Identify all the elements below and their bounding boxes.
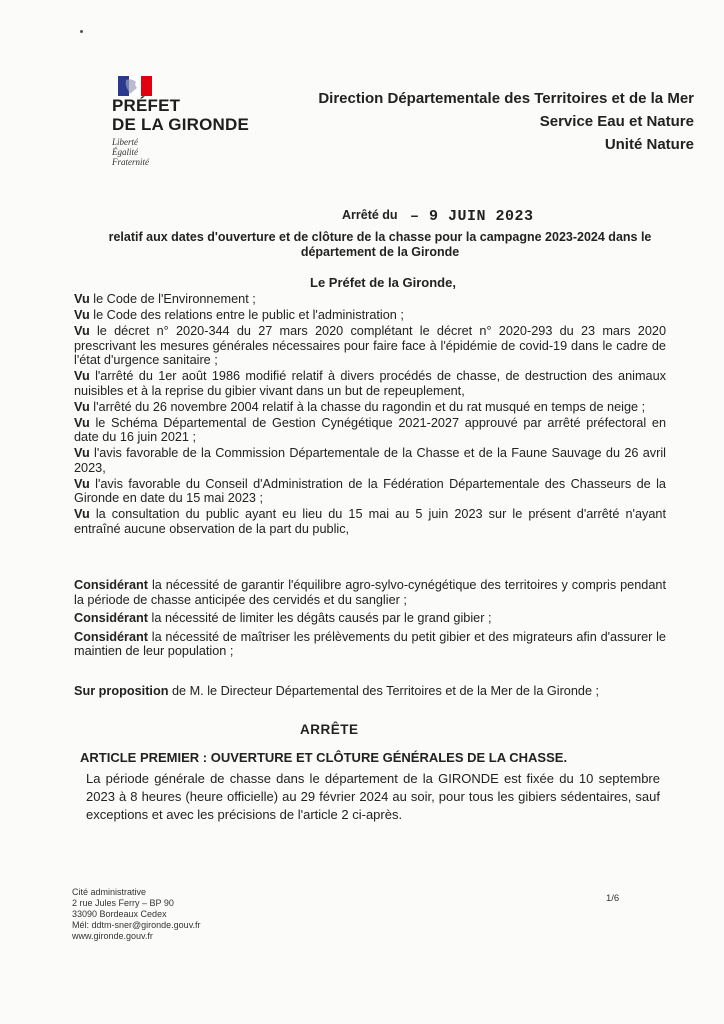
arrete-heading: ARRÊTE (300, 722, 359, 737)
considerant-text: la nécessité de maîtriser les prélèvements du petit gibier et des migrateurs afin d'assurer le maintien de leur population ; (74, 629, 666, 658)
vu-text: l'arrêté du 1er août 1986 modifié relatif à divers procédés de chasse, de destruction des animaux nuisibles et à la reprise du gibier vivant dans un but de repeuplement, (74, 369, 666, 398)
considerant-item (74, 611, 666, 626)
footer-website: www.gironde.gouv.fr (72, 931, 153, 941)
vu-item (74, 400, 666, 415)
arrete-subject: relatif aux dates d'ouverture et de clôture de la chasse pour la campagne 2023-2024 dans le département de la Gironde (108, 230, 652, 259)
vu-item (74, 292, 666, 307)
logo-line-1: PRÉFET (112, 96, 181, 115)
prefet-heading: Le Préfet de la Gironde, (310, 275, 456, 290)
logo-line-2: DE LA GIRONDE (112, 115, 250, 134)
prefet-logo-text (112, 96, 249, 134)
footer-address (72, 887, 201, 942)
header-service: Service Eau et Nature (539, 113, 694, 130)
vu-lead: Vu (74, 507, 90, 521)
vu-item (74, 324, 666, 368)
marianne-logo (118, 76, 152, 96)
proposition-text: de M. le Directeur Départemental des Territoires et de la Mer de la Gironde ; (168, 684, 600, 698)
footer-line: Cité administrative (72, 887, 147, 897)
vu-text: le Code des relations entre le public et l'administration ; (89, 308, 404, 322)
vu-lead: Vu (74, 415, 90, 430)
article-1-title: ARTICLE PREMIER : OUVERTURE ET CLÔTURE GÉNÉRALES DE LA CHASSE. (80, 750, 568, 765)
page-number: 1/6 (606, 893, 620, 904)
footer-line: 33090 Bordeaux Cedex (72, 909, 167, 919)
vu-item (74, 369, 666, 398)
vu-text: le décret n° 2020-344 du 27 mars 2020 complétant le décret n° 2020-293 du 23 mars 2020 prescrivant les mesures générales nécessaires pour faire face à l'épidémie de covid-19 dans le cadre de l'état d'urgence sanitaire ; (74, 324, 666, 367)
article-1-body: La période générale de chasse dans le département de la GIRONDE est fixée du 10 septembre 2023 à 8 heures (heure officielle) au 29 février 2024 au soir, pour tous les gibiers sédentaires, sauf exceptions et avec les précisions de l'article 2 ci-après. (86, 771, 660, 822)
vu-text: la consultation du public ayant eu lieu du 15 mai au 5 juin 2023 sur le présent d'arrêté n'ayant entraîné aucune observation de la part du public, (74, 507, 666, 536)
motto-liberte: Liberté (112, 137, 138, 147)
considerant-text: la nécessité de garantir l'équilibre agro-sylvo-cynégétique des territoires y compris pendant la période de chasse anticipée des cervidés et du sanglier ; (74, 578, 666, 607)
header-direction: Direction Départementale des Territoires et de la Mer (318, 90, 694, 107)
proposition-lead: Sur proposition (74, 684, 169, 698)
proposition-paragraph (74, 684, 666, 699)
date-stamp: – 9 JUIN 2023 (410, 208, 534, 225)
vu-item (74, 507, 666, 536)
vu-text: l'arrêté du 26 novembre 2004 relatif à la chasse du ragondin et du rat musqué en temps de neige ; (89, 399, 646, 414)
considerant-lead: Considérant (74, 578, 149, 592)
vu-lead: Vu (74, 446, 90, 460)
vu-lead: Vu (74, 308, 90, 322)
vu-item (74, 308, 666, 323)
vu-text: l'avis favorable de la Commission Départementale de la Chasse et de la Faune Sauvage du 26 avril 2023, (74, 446, 666, 475)
considerants-list (74, 578, 666, 663)
visas-list (74, 292, 666, 538)
vu-text: le Code de l'Environnement ; (89, 292, 256, 306)
considerant-item (74, 578, 666, 607)
vu-item (74, 416, 666, 445)
arrete-du-label: Arrêté du (342, 208, 398, 222)
scan-speck (80, 30, 83, 33)
considerant-text: la nécessité de limiter les dégâts causés par le grand gibier ; (148, 611, 492, 625)
considerant-item (74, 630, 666, 659)
considerant-lead: Considérant (74, 611, 149, 625)
vu-lead: Vu (74, 292, 90, 306)
considerant-lead: Considérant (74, 629, 149, 644)
vu-item (74, 446, 666, 475)
vu-item (74, 477, 666, 506)
vu-text: le Schéma Départemental de Gestion Cynégétique 2021-2027 approuvé par arrêté préfectoral en date du 16 juin 2021 ; (74, 415, 666, 444)
vu-text: l'avis favorable du Conseil d'Administration de la Fédération Départementale des Chasseurs de la Gironde en date du 15 mai 2023 ; (74, 476, 666, 505)
footer-email: Mél: ddtm-sner@gironde.gouv.fr (72, 920, 201, 930)
footer-line: 2 rue Jules Ferry – BP 90 (72, 898, 174, 908)
motto-fraternite: Fraternité (112, 157, 149, 167)
header-unite: Unité Nature (604, 136, 694, 153)
motto-egalite: Égalité (112, 147, 138, 157)
flag-icon (118, 76, 152, 96)
republic-motto (112, 137, 149, 167)
vu-lead: Vu (74, 324, 90, 338)
vu-lead: Vu (74, 399, 90, 414)
vu-lead: Vu (74, 476, 90, 491)
vu-lead: Vu (74, 369, 90, 383)
